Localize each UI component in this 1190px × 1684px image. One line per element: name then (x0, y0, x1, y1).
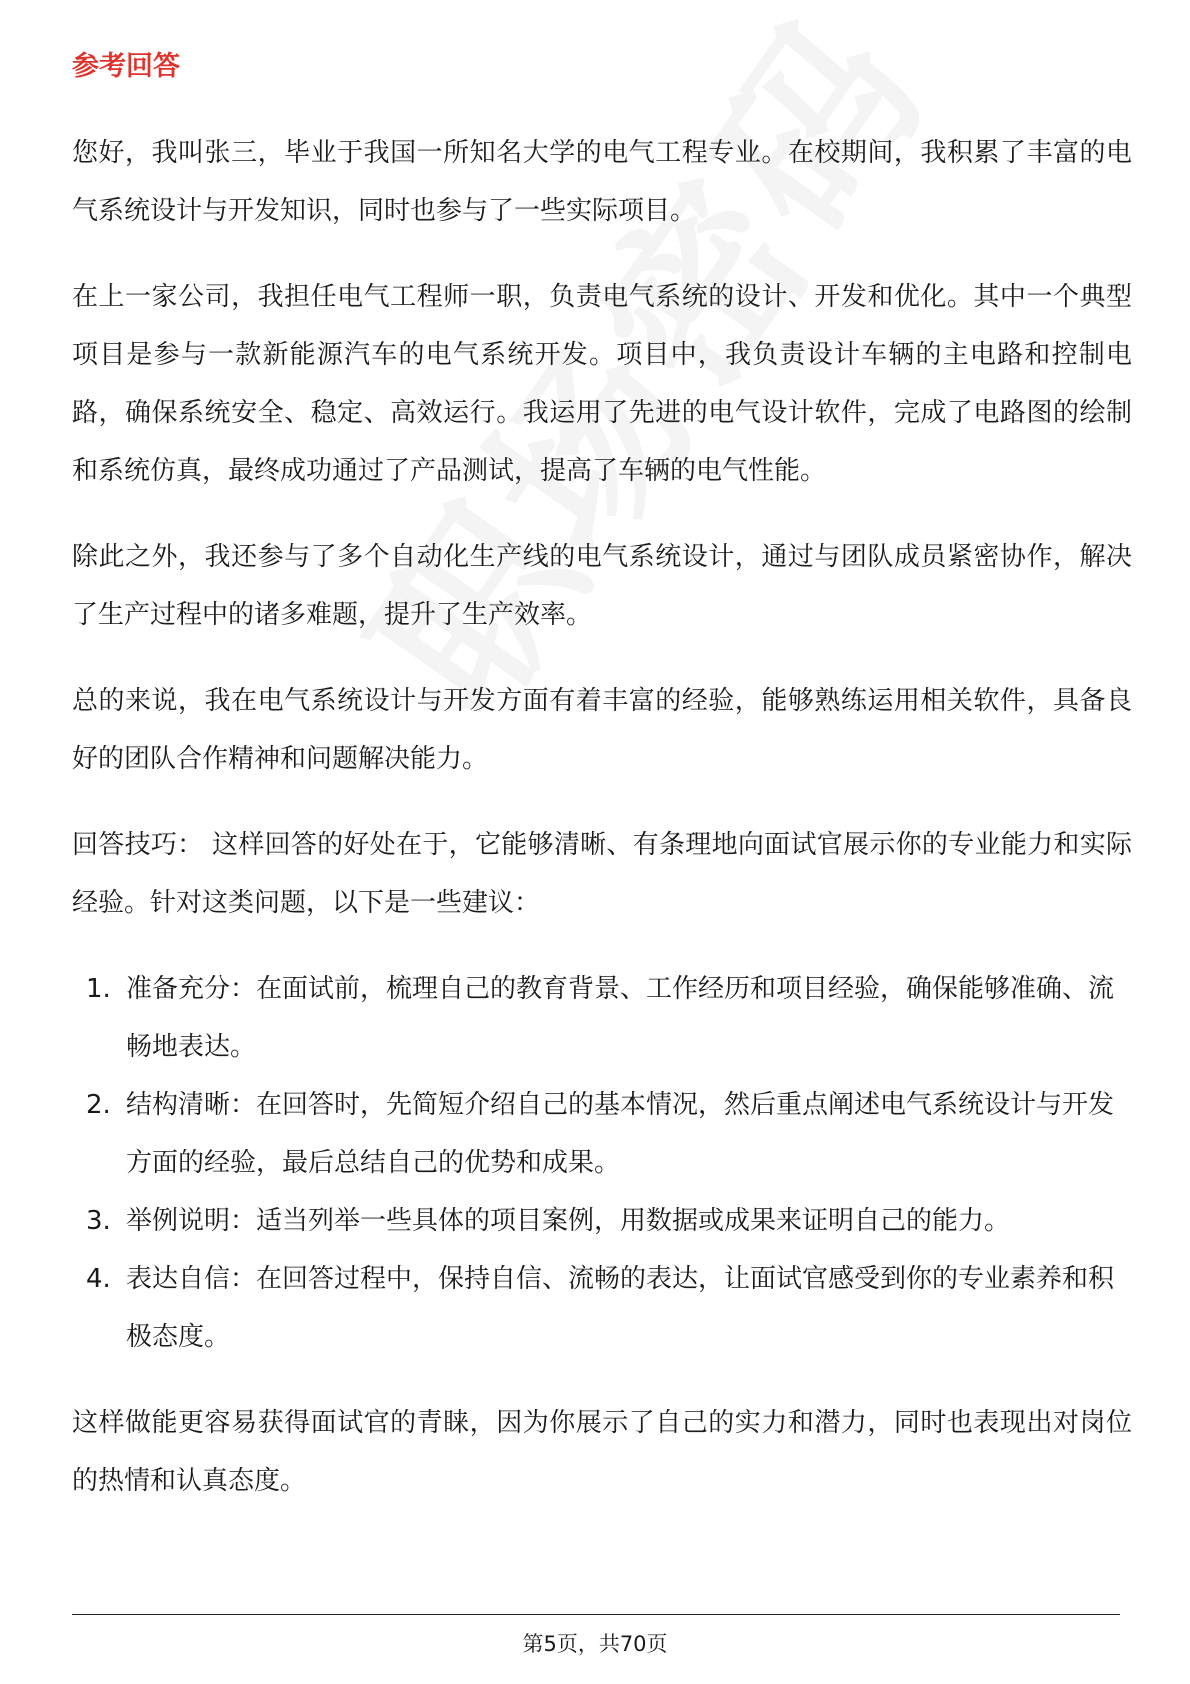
list-item-number: 2. (86, 1089, 111, 1120)
paragraph-experience: 在上一家公司，我担任电气工程师一职，负责电气系统的设计、开发和优化。其中一个典型项目是参与一款新能源汽车的电气系统开发。项目中，我负责设计车辆的主电路和控制电路，确保系统安全、稳定、高效运行。我运用了先进的电气设计软件，完成了电路图的绘制和系统仿真，最终成功通过了产品测试，提高了车辆的电气性能。 (72, 281, 1132, 486)
list-item (72, 960, 1132, 1076)
list-item-number: 3. (86, 1205, 111, 1236)
list-item-text: 结构清晰：在回答时，先简短介绍自己的基本情况，然后重点阐述电气系统设计与开发方面的经验，最后总结自己的优势和成果。 (126, 1089, 1115, 1178)
page-number: 第5页，共70页 (522, 1632, 668, 1656)
list-item-number: 4. (86, 1263, 111, 1294)
footer-divider (72, 1614, 1120, 1615)
list-item (72, 1076, 1132, 1192)
list-item (72, 1250, 1132, 1366)
list-item-text: 准备充分：在面试前，梳理自己的教育背景、工作经历和项目经验，确保能够准确、流畅地表达。 (126, 973, 1115, 1062)
list-item (72, 1192, 1132, 1250)
paragraph-additional: 除此之外，我还参与了多个自动化生产线的电气系统设计，通过与团队成员紧密协作，解决了生产过程中的诸多难题，提升了生产效率。 (72, 541, 1132, 630)
page-heading: 参考回答 (72, 51, 180, 82)
list-item-text: 举例说明：适当列举一些具体的项目案例，用数据或成果来证明自己的能力。 (126, 1205, 1011, 1236)
page-content (72, 48, 1132, 1538)
paragraph-intro: 您好，我叫张三，毕业于我国一所知名大学的电气工程专业。在校期间，我积累了丰富的电气系统设计与开发知识，同时也参与了一些实际项目。 (72, 137, 1132, 226)
list-item-text: 表达自信：在回答过程中，保持自信、流畅的表达，让面试官感受到你的专业素养和积极态度。 (126, 1263, 1115, 1352)
paragraph-closing: 这样做能更容易获得面试官的青睐，因为你展示了自己的实力和潜力，同时也表现出对岗位的热情和认真态度。 (72, 1407, 1132, 1496)
paragraph-summary: 总的来说，我在电气系统设计与开发方面有着丰富的经验，能够熟练运用相关软件，具备良好的团队合作精神和问题解决能力。 (72, 685, 1132, 774)
list-item-number: 1. (86, 973, 111, 1004)
paragraph-tips-intro: 回答技巧： 这样回答的好处在于，它能够清晰、有条理地向面试官展示你的专业能力和实际经验。针对这类问题，以下是一些建议： (72, 829, 1132, 918)
tips-list (72, 960, 1132, 1366)
